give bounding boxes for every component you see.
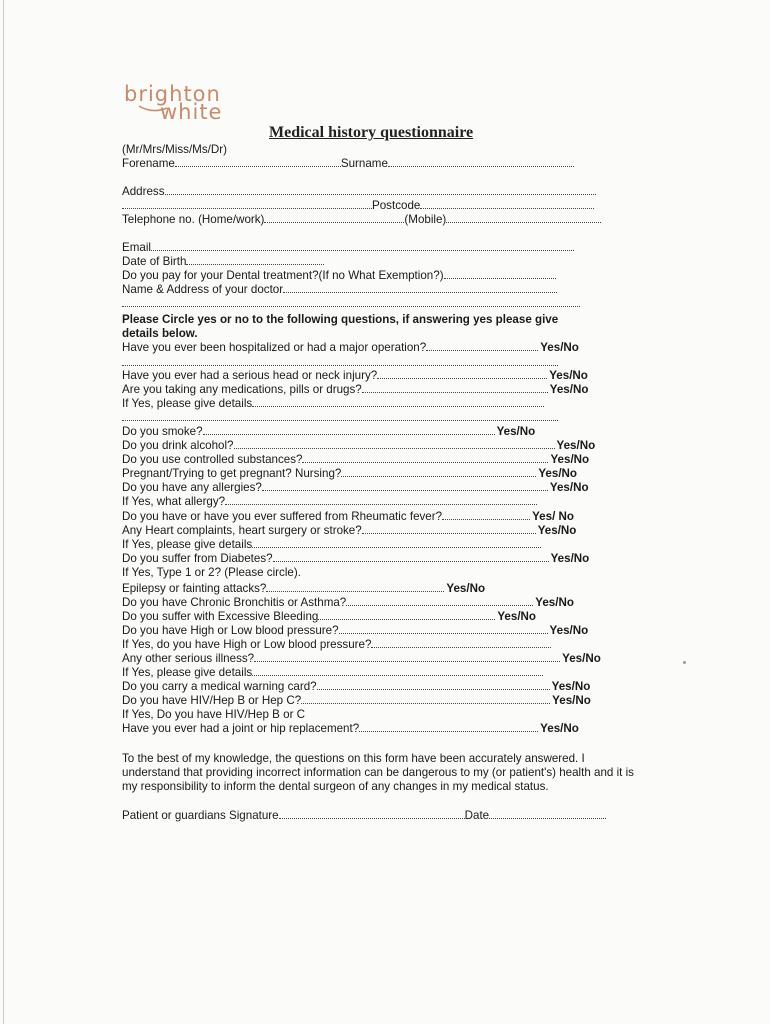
date-label: Date [464,809,490,822]
question-text: Pregnant/Trying to get pregnant? Nursing? [122,467,342,480]
question-row [122,596,574,610]
question-row [122,524,576,538]
answer-line[interactable] [273,552,549,562]
address-label: Address [122,185,165,198]
question-row [122,666,543,680]
question-text: Are you taking any medications, pills or drugs? [122,383,362,396]
doctor-field-2[interactable] [122,297,580,307]
question-text: Have you ever been hospitalized or had a major operation? [122,341,427,354]
yes-no-option[interactable]: Yes/No [496,425,536,438]
yes-no-option[interactable]: Yes/No [537,524,577,537]
dental-payment-label: Do you pay for your Dental treatment?(If no What Exemption?) [122,269,444,282]
question-row [122,694,591,708]
address-row [122,185,596,199]
instruction-line-1: Please Circle yes or no to the following questions, if answering yes please give [122,313,559,326]
yes-no-option[interactable]: Yes/No [549,383,589,396]
question-text: Do you have any allergies? [122,481,262,494]
yes-no-option[interactable]: Yes/No [497,610,537,623]
question-text: Any Heart complaints, heart surgery or stroke? [122,524,362,537]
answer-line[interactable] [252,666,543,676]
answer-line[interactable] [318,610,495,620]
yes-no-option[interactable]: Yes/No [540,341,579,354]
question-row [122,610,536,624]
question-text: Do you have High or Low blood pressure? [122,624,339,637]
question-text: If Yes, Do you have HIV/Hep B or C [122,708,306,721]
salutation: (Mr/Mrs/Miss/Ms/Dr) [122,143,227,156]
yes-no-option[interactable]: Yes/No [562,652,601,665]
yes-no-option[interactable]: Yes/No [549,624,589,637]
answer-line[interactable] [346,596,533,606]
yes-no-option[interactable]: Yes/No [446,582,486,595]
question-text: Do you have or have you ever suffered from Rheumatic fever? [122,510,443,523]
answer-line[interactable] [302,453,548,463]
dental-payment-row [122,269,556,283]
question-row [122,638,551,652]
name-row [122,157,574,171]
question-row [122,510,574,524]
dob-row [122,255,324,269]
question-text: If Yes, please give details [122,666,253,679]
mobile-field[interactable] [446,213,601,223]
question-row [122,341,579,355]
answer-line[interactable] [359,722,538,732]
answer-line[interactable] [254,652,560,662]
question-text: Do you have HIV/Hep B or Hep C? [122,694,302,707]
yes-no-option[interactable]: Yes/No [550,552,590,565]
address-field-2[interactable] [122,199,372,209]
answer-line[interactable] [203,425,495,435]
forename-label: Forename [122,157,175,170]
logo-line-2: white [160,100,223,124]
telephone-label: Telephone no. (Home/work) [122,213,265,226]
question-text: If Yes, what allergy? [122,495,226,508]
email-field[interactable] [151,241,574,251]
answer-line[interactable] [266,582,444,592]
mobile-label: (Mobile) [404,213,447,226]
question-row [122,453,589,467]
question-row [122,538,541,552]
question-row [122,481,589,495]
instruction-line-2: details below. [122,327,198,340]
signature-field[interactable] [279,809,465,819]
logo-line-1: brighton [124,82,221,106]
date-field[interactable] [489,809,606,819]
question-row [122,383,588,397]
yes-no-option[interactable]: Yes/No [549,369,588,382]
telephone-row [122,213,601,227]
details-line[interactable] [122,356,558,366]
question-row [122,680,590,694]
yes-no-option[interactable]: Yes/No [550,453,590,466]
question-row [122,467,577,481]
answer-line[interactable] [225,495,537,505]
question-text: If Yes, please give details [122,397,253,410]
question-text: Do you have Chronic Bronchitis or Asthma? [122,596,347,609]
question-row [122,369,588,383]
answer-line[interactable] [371,638,551,648]
email-row [122,241,574,255]
yes-no-option[interactable]: Yes/ No [532,510,574,523]
answer-line[interactable] [234,439,555,449]
question-row [122,495,537,509]
question-row [122,708,305,722]
scan-edge [3,0,4,1024]
dental-payment-field[interactable] [444,269,556,279]
yes-no-option[interactable]: Yes/No [552,694,591,707]
answer-line[interactable] [362,383,548,393]
question-text: Have you ever had a serious head or neck injury? [122,369,378,382]
question-row [122,566,301,580]
question-row [122,624,588,638]
question-row [122,582,485,596]
question-text: Do you use controlled substances? [122,453,303,466]
yes-no-option[interactable]: Yes/No [540,722,579,735]
question-text: If Yes, do you have High or Low blood pressure? [122,638,372,651]
details-line[interactable] [122,411,558,421]
telephone-field[interactable] [264,213,404,223]
dob-label: Date of Birth [122,255,187,268]
answer-line[interactable] [252,397,544,407]
yes-no-option[interactable]: Yes/No [535,596,574,609]
question-row [122,397,544,411]
doctor-label: Name & Address of your doctor [122,283,284,296]
question-text: Do you suffer with Excessive Bleeding [122,610,319,623]
question-text: Epilepsy or fainting attacks? [122,582,267,595]
question-row [122,652,601,666]
answer-line[interactable] [252,538,541,548]
question-text: If Yes, please give details [122,538,253,551]
dob-field[interactable] [186,255,324,265]
postcode-label: Postcode [372,199,421,212]
answer-line[interactable] [362,524,536,534]
question-row [122,552,589,566]
doctor-row [122,283,557,297]
forename-field[interactable] [175,157,341,167]
answer-line[interactable] [262,481,548,491]
surname-label: Surname [340,157,388,170]
yes-no-option[interactable]: Yes/No [556,439,596,452]
question-text: Any other serious illness? [122,652,255,665]
answer-line[interactable] [339,624,548,634]
postcode-row [122,199,594,213]
signature-label: Patient or guardians Signature [122,809,279,822]
signature-row [122,809,606,823]
form-title: Medical history questionnaire [269,124,474,141]
question-text: Have you ever had a joint or hip replacement? [122,722,360,735]
question-text: Do you carry a medical warning card? [122,680,317,693]
answer-line[interactable] [426,341,538,351]
doctor-field[interactable] [283,283,557,293]
yes-no-option[interactable]: Yes/No [538,467,578,480]
yes-no-option[interactable]: Yes/No [549,481,589,494]
question-text: If Yes, Type 1 or 2? (Please circle). [122,566,301,579]
question-row [122,722,579,736]
question-row [122,425,535,439]
question-text: Do you drink alcohol? [122,439,234,452]
question-row [122,439,595,453]
postcode-field[interactable] [420,199,594,209]
declaration: To the best of my knowledge, the questions on this form have been accurately answered. I understand that providing incorrect information can be dangerous to my (or patient's) health and it is my responsibility to inform the dental surgeon of any changes in my medical status. [122,752,634,793]
scan-speck [683,661,686,664]
address-field[interactable] [165,185,596,195]
answer-line[interactable] [317,680,550,690]
surname-field[interactable] [388,157,574,167]
answer-line[interactable] [341,467,536,477]
question-text: Do you suffer from Diabetes? [122,552,273,565]
question-text: Do you smoke? [122,425,203,438]
answer-line[interactable] [377,369,547,379]
answer-line[interactable] [301,694,550,704]
email-label: Email [122,241,151,254]
answer-line[interactable] [442,510,530,520]
yes-no-option[interactable]: Yes/No [551,680,591,693]
